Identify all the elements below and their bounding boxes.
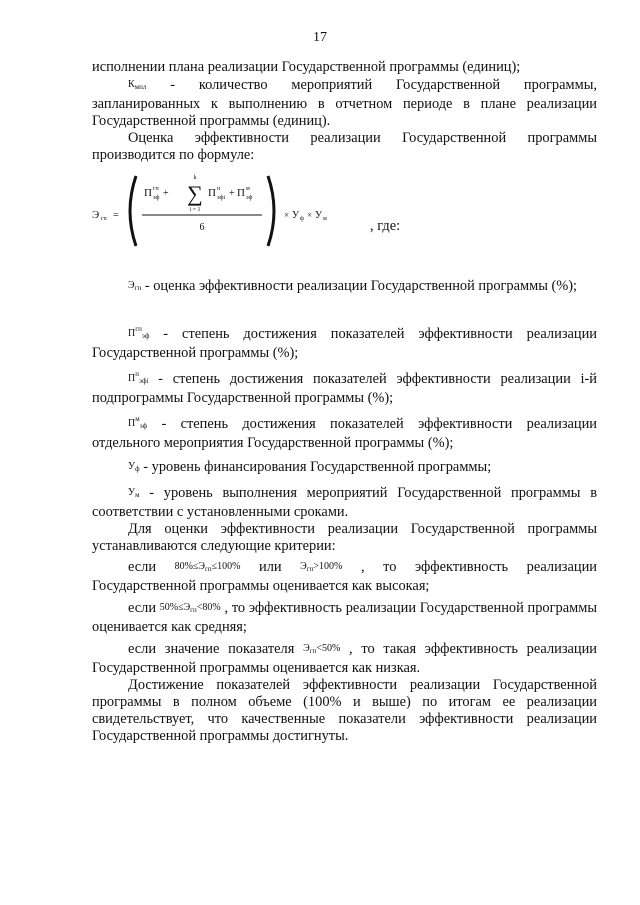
formula-t3: П bbox=[237, 187, 245, 199]
definition-p-measure bbox=[92, 411, 597, 452]
condition-high-b-sub: гп bbox=[306, 565, 314, 573]
condition-low-pre: Э bbox=[303, 643, 310, 654]
symbol-kmpl-base: К bbox=[128, 79, 135, 90]
efficiency-formula bbox=[92, 168, 597, 252]
formula-t3-sub: эф bbox=[246, 195, 253, 201]
formula-t2-sub: эфi bbox=[217, 195, 226, 201]
symbol-u-m-base: У bbox=[128, 487, 136, 498]
formula-u1: У bbox=[292, 210, 300, 221]
right-paren-icon bbox=[268, 176, 274, 246]
formula-lhs-sub: гп bbox=[101, 216, 107, 222]
formula-u2: У bbox=[315, 210, 323, 221]
condition-high-b-pre: Э bbox=[300, 561, 307, 572]
formula-sum: ∑ bbox=[187, 181, 203, 206]
condition-high-a-sub: гп bbox=[205, 565, 212, 573]
formula-graphic bbox=[92, 168, 372, 252]
formula-t3-sup: м bbox=[246, 186, 250, 192]
condition-high-a-post: ≤100% bbox=[211, 561, 241, 572]
symbol-p-m-base: П bbox=[128, 418, 136, 429]
symbol-egp bbox=[128, 280, 141, 291]
criteria-intro-text: Для оценки эффективности реализации Государственной программы устанавливаются следующие критерии: bbox=[92, 521, 597, 554]
definition-kmpl-text: - количество мероприятий Государственной программы, запланированных к выполнению в отчетном периоде в плане реализации Государственной программы (единиц). bbox=[92, 77, 597, 129]
definition-u-m bbox=[92, 484, 597, 521]
formula-t1-sub: эф bbox=[153, 195, 160, 201]
condition-medium-post: <80% bbox=[196, 602, 221, 613]
symbol-p-sub-sup: п bbox=[135, 370, 139, 378]
formula-sum-bottom: i = 1 bbox=[189, 207, 201, 213]
definition-egp bbox=[92, 277, 597, 297]
paragraph-achievement-text: Достижение показателей эффективности реализации Государственной программы в полном объеме (100% и выше) по итогам ее реализации свидетельствует, что качественные показатели эффективности реализации Государственной программы достигнуты. bbox=[92, 677, 597, 744]
condition-medium-sub: гп bbox=[190, 606, 197, 614]
symbol-p-m-sup: м bbox=[135, 415, 140, 423]
symbol-p-m bbox=[128, 415, 148, 430]
formula-mult-2: × bbox=[307, 210, 313, 220]
definition-p-gp bbox=[92, 321, 597, 362]
condition-high-a bbox=[175, 561, 241, 572]
paragraph-plan-text: исполнении плана реализации Государственной программы (единиц); bbox=[92, 59, 521, 75]
symbol-u-f-base: У bbox=[128, 461, 136, 472]
definition-u-f-text: - уровень финансирования Государственной программы; bbox=[139, 459, 492, 475]
formula-t1-sup: гп bbox=[153, 186, 159, 192]
definition-u-m-text: - уровень выполнения мероприятий Государственной программы в соответствии с установленными сроками. bbox=[92, 485, 597, 520]
definition-p-subprogram bbox=[92, 366, 597, 407]
symbol-p-gp-sub: эф bbox=[141, 332, 150, 340]
criterion-high-lead: если bbox=[128, 559, 175, 575]
symbol-p-sub bbox=[128, 370, 149, 385]
symbol-u-m bbox=[128, 487, 140, 498]
definition-kmpl bbox=[92, 76, 597, 130]
symbol-egp-base: Э bbox=[128, 280, 135, 291]
spacer bbox=[92, 258, 597, 277]
formula-plus-2: + bbox=[229, 188, 235, 199]
paragraph-achievement bbox=[92, 677, 597, 745]
condition-high-b-post: >100% bbox=[313, 561, 343, 572]
paragraph-plan bbox=[92, 59, 597, 76]
symbol-kmpl-sub: мпл bbox=[134, 83, 147, 91]
formula-where: , где: bbox=[370, 218, 401, 234]
criterion-low bbox=[92, 640, 597, 677]
symbol-egp-sub: гп bbox=[134, 284, 142, 292]
criteria-intro bbox=[92, 521, 597, 555]
formula-lhs: Э bbox=[92, 209, 100, 221]
definition-p-gp-text: - степень достижения показателей эффективности реализации Государственной программы (%); bbox=[92, 326, 597, 361]
criterion-low-lead: если значение показателя bbox=[128, 641, 304, 657]
condition-low-post: <50% bbox=[316, 643, 341, 654]
definition-egp-text: - оценка эффективности реализации Государственной программы (%); bbox=[141, 278, 578, 294]
symbol-p-sub-sub: эфi bbox=[138, 377, 149, 385]
condition-medium bbox=[160, 602, 221, 613]
criterion-medium-text: , то эффективность реализации Государственной программы оценивается как средняя; bbox=[92, 600, 597, 635]
criterion-low-text: , то такая эффективность реализации Государственной программы оценивается как низкая. bbox=[92, 641, 598, 676]
formula-t2: П bbox=[208, 187, 216, 199]
condition-low-sub: гп bbox=[309, 647, 317, 655]
formula-plus-1: + bbox=[163, 188, 169, 199]
symbol-u-m-sub: м bbox=[135, 491, 140, 499]
symbol-p-m-sub: эф bbox=[139, 422, 148, 430]
condition-high-a-pre: 80%≤Э bbox=[174, 561, 205, 572]
formula-eq: = bbox=[113, 210, 119, 221]
criterion-medium-lead: если bbox=[128, 600, 160, 616]
symbol-p-gp bbox=[128, 325, 150, 340]
symbol-u-f-sub: ф bbox=[135, 465, 140, 473]
paragraph-formula-intro bbox=[92, 130, 597, 164]
formula-u2-sub: м bbox=[323, 216, 327, 222]
formula-t1: П bbox=[144, 187, 152, 199]
formula-t2-sup: п bbox=[217, 186, 221, 192]
symbol-kmpl bbox=[128, 79, 146, 90]
left-paren-icon bbox=[130, 176, 136, 246]
document-body bbox=[92, 59, 597, 745]
formula-sum-top: k bbox=[193, 175, 197, 181]
formula-denominator: 6 bbox=[199, 222, 205, 233]
condition-low bbox=[303, 643, 340, 654]
criterion-high-or: или bbox=[240, 559, 301, 575]
spacer bbox=[92, 297, 597, 321]
symbol-u-f bbox=[128, 461, 140, 472]
condition-high-b bbox=[300, 561, 342, 572]
condition-medium-pre: 50%≤Э bbox=[159, 602, 191, 613]
formula-u1-sub: ф bbox=[300, 216, 304, 222]
page-number: 17 bbox=[313, 30, 327, 45]
symbol-p-gp-base: П bbox=[128, 328, 136, 339]
criterion-high bbox=[92, 558, 597, 595]
criterion-medium bbox=[92, 599, 597, 636]
definition-p-measure-text: - степень достижения показателей эффективности реализации отдельного мероприятия Государственной программы (%); bbox=[92, 416, 597, 451]
paragraph-formula-intro-text: Оценка эффективности реализации Государственной программы производится по формуле: bbox=[92, 130, 597, 163]
definition-u-f bbox=[92, 458, 597, 478]
criterion-high-text: , то эффективность реализации Государственной программы оценивается как высокая; bbox=[92, 559, 597, 594]
formula-mult-1: × bbox=[284, 210, 290, 220]
definition-p-subprogram-text: - степень достижения показателей эффективности реализации i-й подпрограммы Государственной программы (%); bbox=[92, 371, 597, 406]
symbol-p-sub-base: П bbox=[128, 373, 136, 384]
symbol-p-gp-sup: гп bbox=[135, 325, 142, 333]
